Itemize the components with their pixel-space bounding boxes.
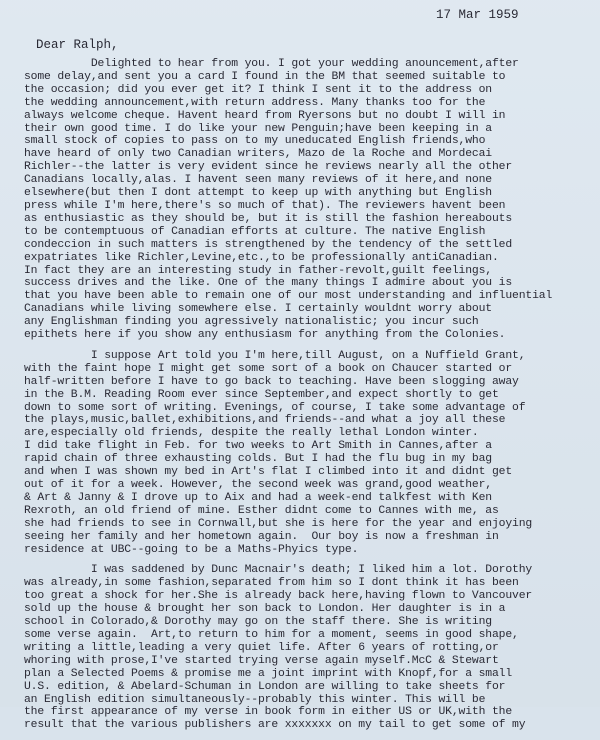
text-line: I was saddened by Dunc Macnair's death; I liked him a lot. Dorothy — [24, 564, 533, 577]
text-line: the first appearance of my verse in book form in either US or UK,with the — [24, 706, 513, 719]
text-line: plan a Selected Poems & promise me a joint imprint with Knopf,for a small — [24, 667, 513, 680]
text-line: some verse again. Art,to return to him for a moment, seems in good shape, — [24, 628, 519, 641]
text-line: success drives and the like. One of the many things I admire about you is — [24, 277, 513, 290]
text-line: half-written before I have to go back to teaching. Have been slogging away — [24, 375, 519, 388]
text-line: small stock of copies to pass on to my uneducated English friends,who — [24, 135, 486, 148]
text-line: down to some sort of writing. Evenings, of course, I take some advantage of — [24, 401, 526, 414]
text-line: seeing her family and her hometown again. Our boy is now a freshman in — [24, 530, 499, 543]
text-line: result that the various publishers are xxxxxxx on my tail to get some of my — [24, 719, 526, 732]
text-line: that you have been able to remain one of our most understanding and influential — [24, 290, 553, 303]
text-line: out of it for a week. However, the second week was grand,good weather, — [24, 479, 492, 491]
text-line: Canadians while living somewhere else. I certainly wouldnt worry about — [24, 303, 492, 316]
text-line: the plays,music,ballet,exhibitions,and friends--and what a joy all these — [24, 414, 506, 427]
text-line: condeccion in such matters is strengthened by the tendency of the settled — [24, 238, 513, 251]
text-line: are,especially old friends, despite the really lethal London winter. — [24, 427, 479, 440]
text-line: too great a shock for her.She is already back here,having flown to Vancouver — [24, 590, 533, 603]
text-line: sold up the house & brought her son back to London. Her daughter is in a — [24, 603, 506, 616]
text-line: U.S. edition, & Abelard-Schuman in London are willing to take sheets for — [24, 680, 506, 693]
paragraph-2 — [24, 350, 594, 557]
text-line: rapid chain of three exhausting colds. But I had the flu bug in my bag — [24, 453, 492, 466]
text-line: Delighted to hear from you. I got your wedding anouncement,after — [24, 58, 519, 70]
text-line: as enthusiastic as they should be, but it is still the fashion hereabouts — [24, 212, 513, 225]
text-line: I did take flight in Feb. for two weeks to Art Smith in Cannes,after a — [24, 440, 492, 453]
letter-body — [24, 58, 594, 740]
text-line: & Art & Janny & I drove up to Aix and had a week-end talkfest with Ken — [24, 491, 492, 504]
text-line: In fact they are an interesting study in father-revolt,guilt feelings, — [24, 264, 492, 277]
text-line: always welcome cheque. Havent heard from Ryersons but no doubt I will in — [24, 109, 506, 122]
text-line: epithets here if you show any enthusiasm for anything from the Colonies. — [24, 329, 506, 342]
text-line: Richler--the latter is very evident since he reviews nearly all the other — [24, 161, 513, 174]
letter-date: 17 Mar 1959 — [436, 8, 519, 22]
text-line: Canadians locally,alas. I havent seen many reviews of it here,and none — [24, 174, 492, 187]
text-line: in the B.M. Reading Room ever since September,and expect shortly to get — [24, 388, 499, 401]
text-line: any Englishman finding you agressively nationalistic; you incur such — [24, 316, 479, 329]
text-line: the wedding announcement,with return address. Many thanks too for the — [24, 96, 486, 109]
paragraph-1 — [24, 58, 594, 342]
text-line: elsewhere(but then I dont attempt to keep up with anything but English — [24, 187, 492, 200]
text-line: was already,in some fashion,separated from him so I dont think it has been — [24, 577, 519, 590]
paragraph-3 — [24, 564, 594, 732]
text-line: residence at UBC--going to be a Maths-Phyics type. — [24, 543, 359, 556]
text-line: school in Colorado,& Dorothy may go on the staff there. She is writing — [24, 616, 492, 629]
text-line: the occasion; did you ever get it? I think I sent it to the address on — [24, 83, 492, 96]
text-line: whoring with prose,I've started trying verse again myself.McC & Stewart — [24, 654, 499, 667]
text-line: have heard of only two Canadian writers, Mazo de la Roche and Mordecai — [24, 148, 492, 161]
text-line: an English edition simultaneously--probably this winter. This will be — [24, 693, 486, 706]
text-line: Rexroth, an old friend of mine. Esther didnt come to Cannes with me, as — [24, 504, 499, 517]
text-line: writing a little,leading a very quiet life. After 6 years of rotting,or — [24, 641, 499, 654]
text-line: and when I was shown my bed in Art's flat I climbed into it and didnt get — [24, 466, 513, 479]
text-line: press while I'm here,there's so much of that). The reviewers havent been — [24, 199, 506, 212]
text-line: to be contemptuous of Canadian efforts at culture. The native English — [24, 225, 486, 238]
text-line: I suppose Art told you I'm here,till August, on a Nuffield Grant, — [24, 349, 526, 362]
text-line: she had friends to see in Cornwall,but she is here for the year and enjoying — [24, 517, 533, 530]
text-line: with the faint hope I might get some sort of a book on Chaucer started or — [24, 362, 513, 375]
salutation: Dear Ralph, — [36, 38, 119, 52]
text-line: some delay,and sent you a card I found in the BM that seemed suitable to — [24, 70, 506, 83]
text-line: their own good time. I do like your new Penguin;have been keeping in a — [24, 122, 492, 135]
text-line: expatriates like Richler,Levine,etc.,to be professionally antiCanadian. — [24, 251, 499, 264]
